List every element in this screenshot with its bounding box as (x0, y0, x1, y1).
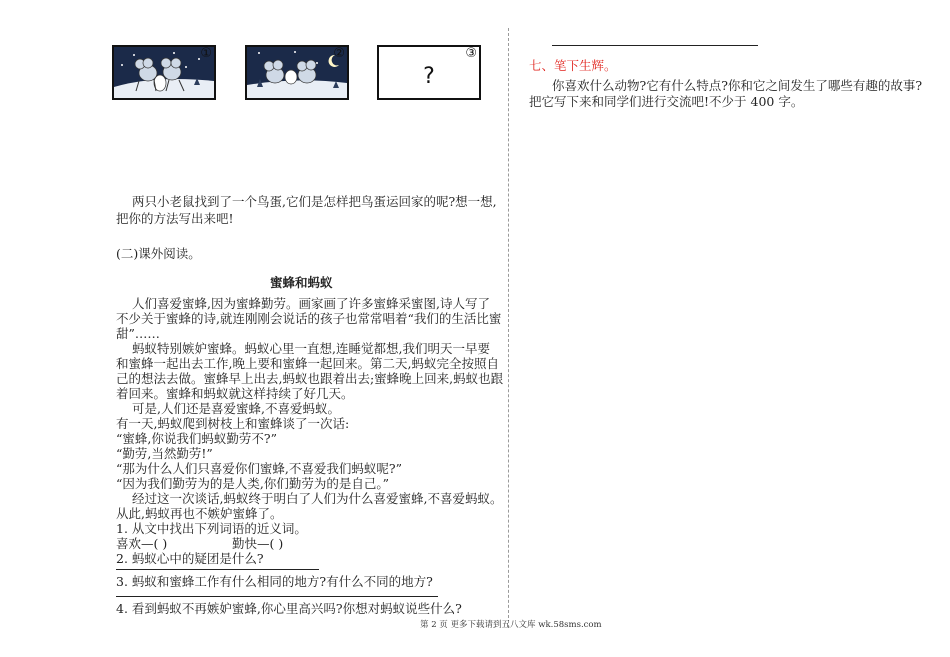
story-line: 不少关于蜜蜂的诗,就连刚刚会说话的孩子也常常唱着“我们的生活比蜜 (116, 311, 502, 326)
panel-number: ② (333, 46, 345, 61)
story-line: 经过这一次谈话,蚂蚁终于明白了人们为什么喜爱蜜蜂,不喜爱蚂蚁。 (132, 491, 503, 506)
question-mark: ? (423, 64, 435, 89)
story-line: 从此,蚂蚁再也不嫉妒蜜蜂了。 (116, 506, 283, 521)
mice-scene-illustration (114, 47, 214, 98)
picture-prompt-line: 把你的方法写出来吧! (116, 211, 234, 226)
story-line: “勤劳,当然勤劳!” (116, 446, 213, 461)
answer-line[interactable] (116, 569, 319, 570)
story-line: 有一天,蚂蚁爬到树枝上和蜜蜂谈了一次话: (116, 416, 350, 431)
question-4: 4. 看到蚂蚁不再嫉妒蜜蜂,你心里高兴吗?你想对蚂蚁说些什么? (116, 601, 462, 616)
mice-scene-illustration (247, 47, 347, 98)
picture-prompt-line: 两只小老鼠找到了一个鸟蛋,它们是怎样把鸟蛋运回家的呢?想一想, (132, 194, 497, 209)
picture-panel-2 (245, 45, 349, 100)
story-line: 甜”…… (116, 326, 160, 341)
writing-prompt-line: 把它写下来和同学们进行交流吧!不少于 400 字。 (529, 94, 804, 109)
story-line: 人们喜爱蜜蜂,因为蜜蜂勤劳。画家画了许多蜜蜂采蜜图,诗人写了 (132, 296, 490, 311)
synonym-blank-2[interactable]: 勤快—( ) (232, 536, 284, 551)
story-line: 和蜜蜂一起出去工作,晚上要和蜜蜂一起回来。第二天,蚂蚁完全按照自 (116, 356, 499, 371)
panel-number: ① (200, 46, 212, 61)
story-title: 蜜蜂和蚂蚁 (270, 275, 333, 290)
question-1: 1. 从文中找出下列词语的近义词。 (116, 521, 307, 536)
picture-panel-3 (377, 45, 481, 100)
synonym-blank-1[interactable]: 喜欢—( ) (116, 536, 168, 551)
question-3: 3. 蚂蚁和蜜蜂工作有什么相同的地方?有什么不同的地方? (116, 574, 433, 589)
picture-panel-1 (112, 45, 216, 100)
column-divider (508, 28, 509, 628)
panel-number: ③ (465, 46, 477, 61)
story-line: 着回来。蜜蜂和蚂蚁就这样持续了好几天。 (116, 386, 354, 401)
answer-line[interactable] (116, 596, 438, 597)
page-footer: 第 2 页 更多下载请到五八文库 wk.58sms.com (420, 620, 602, 630)
story-line: 己的想法去做。蜜蜂早上出去,蚂蚁也跟着出去;蜜蜂晚上回来,蚂蚁也跟 (116, 371, 504, 386)
answer-line[interactable] (552, 45, 758, 46)
story-line: 蚂蚁特别嫉妒蜜蜂。蚂蚁心里一直想,连睡觉都想,我们明天一早要 (132, 341, 490, 356)
story-line: 可是,人们还是喜爱蜜蜂,不喜爱蚂蚁。 (132, 401, 340, 416)
story-line: “蜜蜂,你说我们蚂蚁勤劳不?” (116, 431, 277, 446)
story-line: “因为我们勤劳为的是人类,你们勤劳为的是自己。” (116, 476, 390, 491)
section-heading: 七、笔下生辉。 (529, 58, 617, 73)
writing-prompt-line: 你喜欢什么动物?它有什么特点?你和它之间发生了哪些有趣的故事? (552, 78, 923, 93)
reading-section-label: (二)课外阅读。 (116, 246, 201, 261)
story-line: “那为什么人们只喜爱你们蜜蜂,不喜爱我们蚂蚁呢?” (116, 461, 402, 476)
question-2: 2. 蚂蚁心中的疑团是什么? (116, 551, 264, 566)
